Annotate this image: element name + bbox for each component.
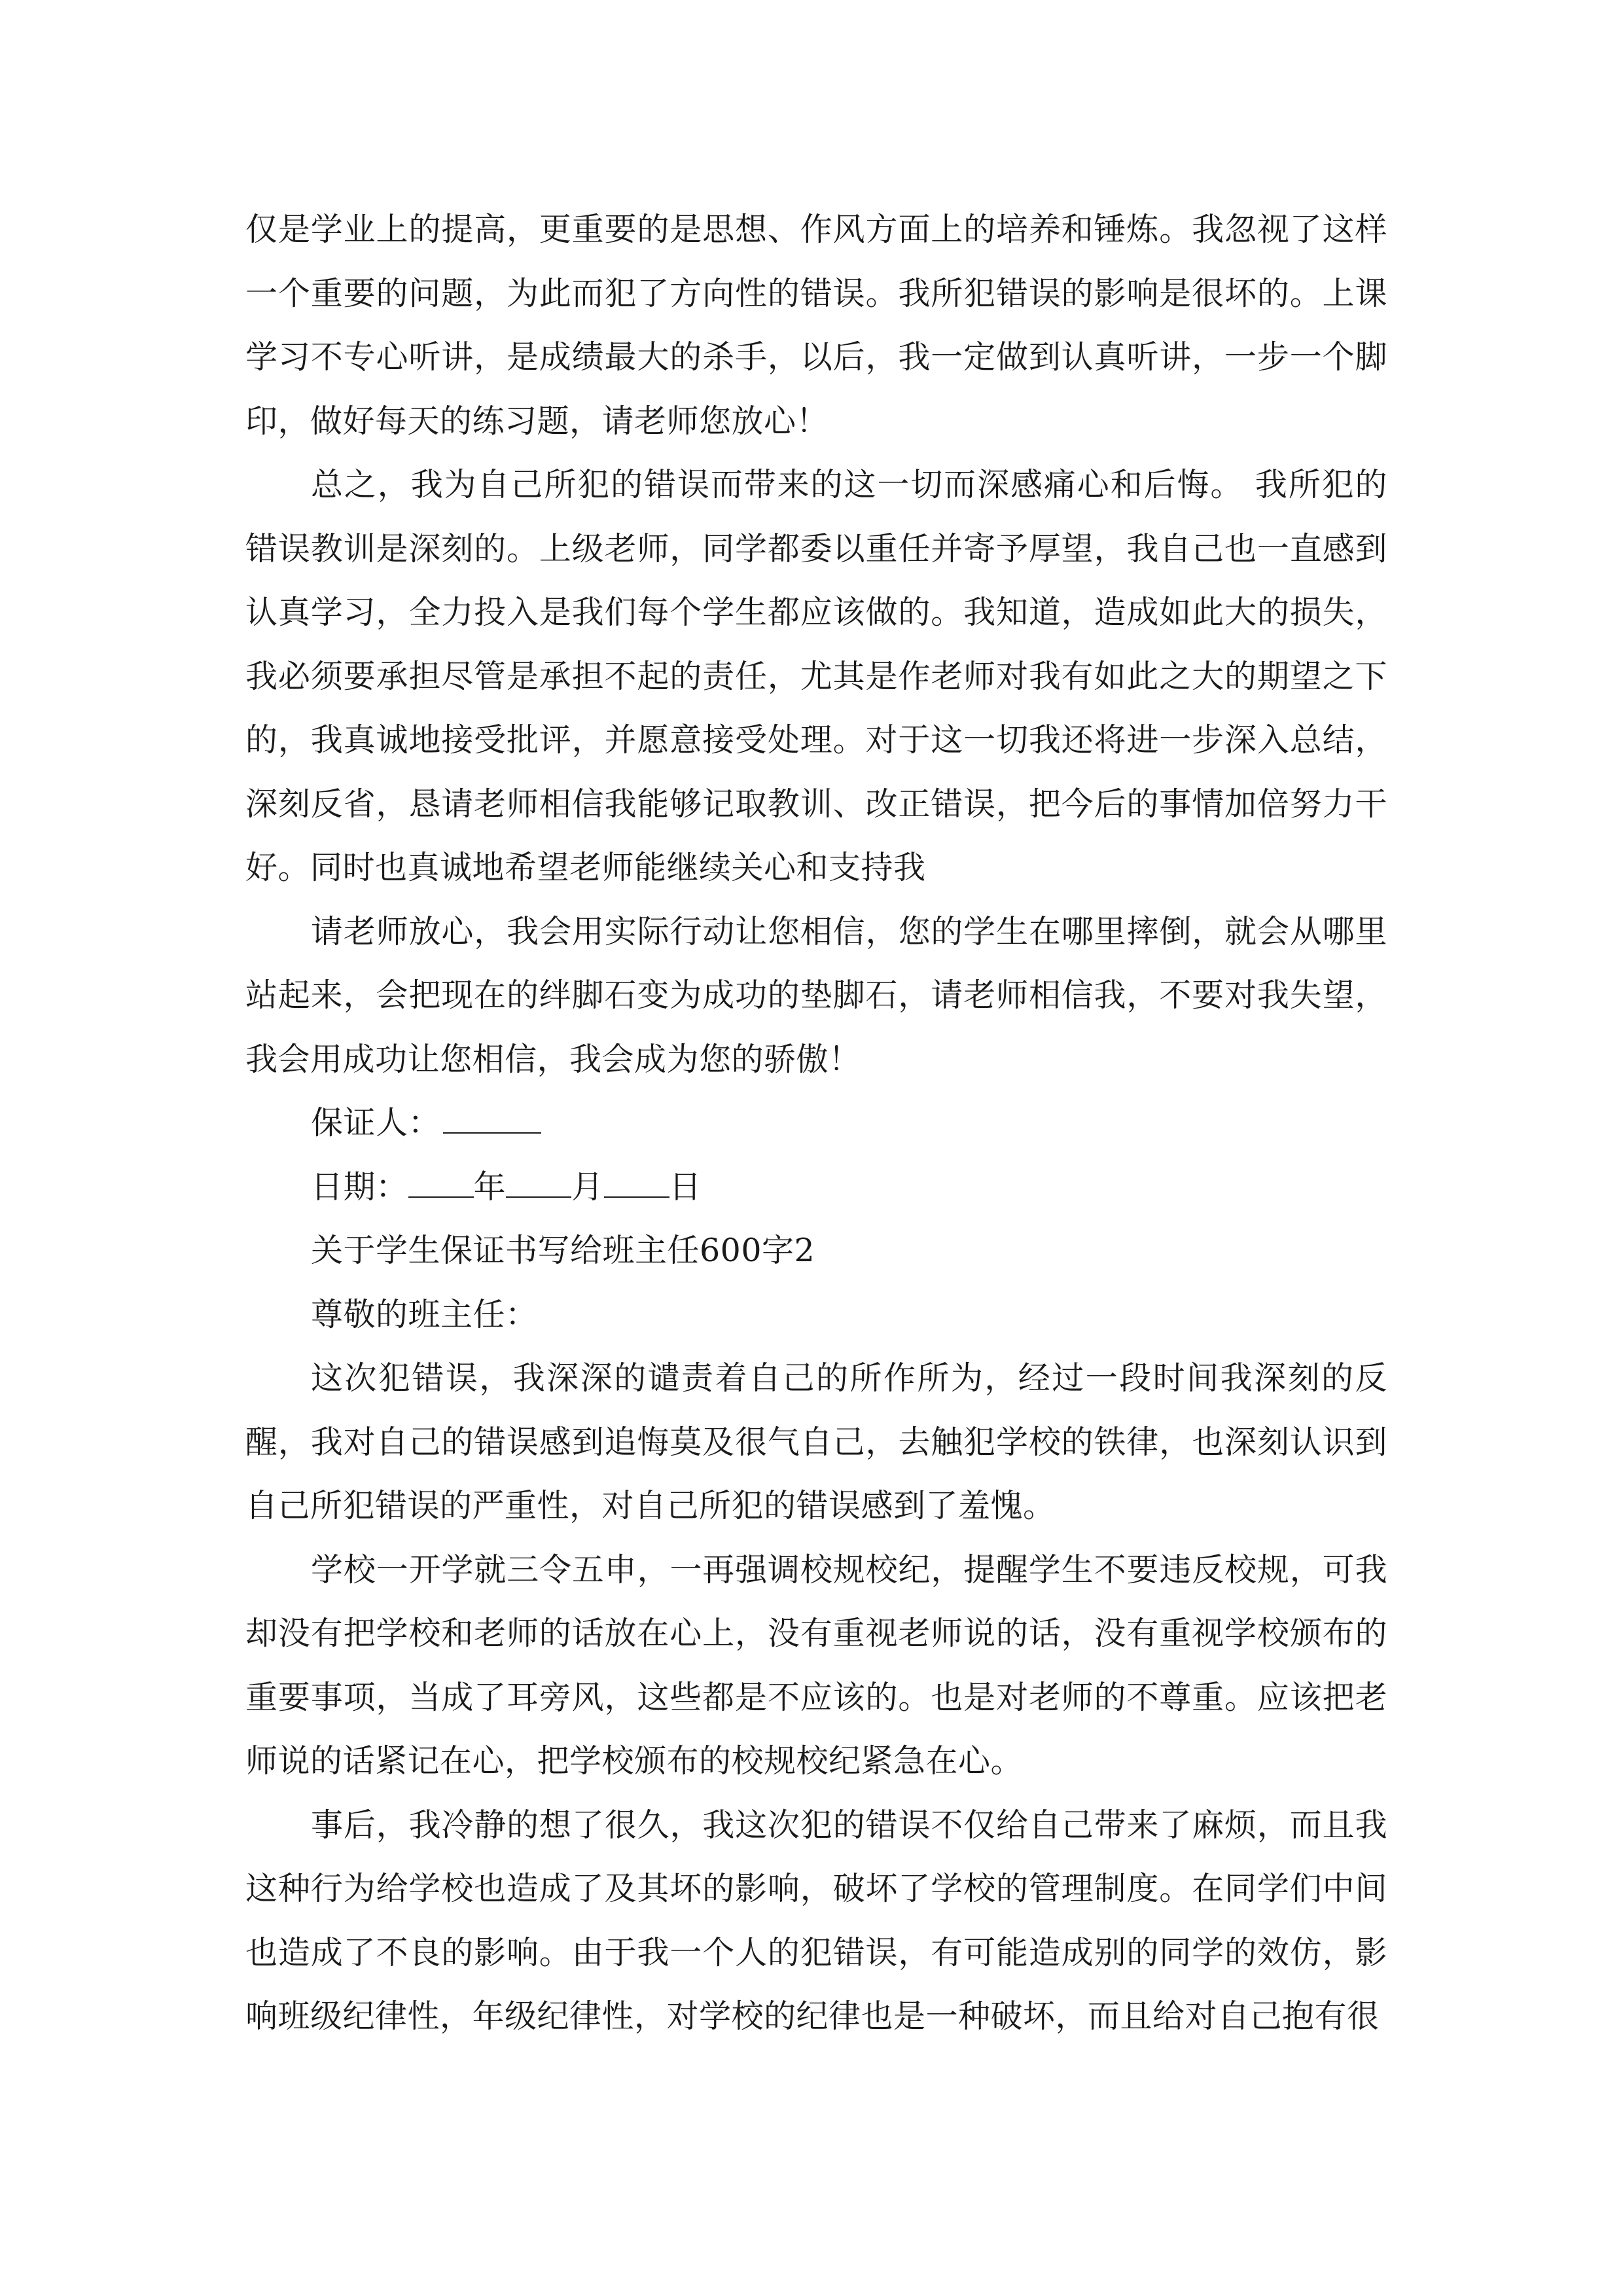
- date-label: 日期：: [311, 1168, 408, 1206]
- section-title: 关于学生保证书写给班主任600字2: [311, 1232, 815, 1269]
- paragraph-summary: 总之，我为自己所犯的错误而带来的这一切而深感痛心和后悔。 我所犯的错误教训是深刻的。上级老师，同学都委以重任并寄予厚望，我自己也一直感到认真学习，全力投入是我们每个学生都应该做的。我知道，造成如此大的损失，我必须要承担尽管是承担不起的责任，尤其是作老师对我有如此之大的期望之下的，我真诚地接受批评，并愿意接受处理。对于这一切我还将进一步深入总结，深刻反省，恳请老师相信我能够记取教训、改正错误，把今后的事情加倍努力干好。同时也真诚地希望老师能继续关心和支持我: [245, 466, 1387, 886]
- year-blank: [408, 1162, 474, 1198]
- day-blank: [604, 1162, 669, 1198]
- date-line: [245, 1155, 1387, 1219]
- date-month-label: 月: [571, 1168, 604, 1206]
- guarantor-line: [245, 1091, 1387, 1155]
- date-year-label: 年: [473, 1168, 507, 1206]
- paragraph-consequences: 事后，我冷静的想了很久，我这次犯的错误不仅给自己带来了麻烦，而且我这种行为给学校也造成了及其坏的影响，破坏了学校的管理制度。在同学们中间也造成了不良的影响。由于我一个人的犯错误，有可能造成别的同学的效仿，影响班级纪律性，年级纪律性，对学校的纪律也是一种破坏，而且给对自己抱有很: [245, 1806, 1387, 2035]
- guarantor-blank: [443, 1098, 541, 1134]
- month-blank: [506, 1162, 571, 1198]
- paragraph-continuation: 仅是学业上的提高，更重要的是思想、作风方面上的培养和锤炼。我忽视了这样一个重要的问题，为此而犯了方向性的错误。我所犯错误的影响是很坏的。上课学习不专心听讲，是成绩最大的杀手，以后，我一定做到认真听讲，一步一个脚印，做好每天的练习题，请老师您放心！: [245, 211, 1387, 440]
- paragraph-promise: 请老师放心，我会用实际行动让您相信，您的学生在哪里摔倒，就会从哪里站起来，会把现在的绊脚石变为成功的垫脚石，请老师相信我，不要对我失望，我会用成功让您相信，我会成为您的骄傲！: [245, 912, 1387, 1078]
- paragraph-reflection: 这次犯错误，我深深的谴责着自己的所作所为，经过一段时间我深刻的反醒，我对自己的错误感到追悔莫及很气自己，去触犯学校的铁律，也深刻认识到自己所犯错误的严重性，对自己所犯的错误感到了羞愧。: [245, 1359, 1387, 1524]
- paragraph-school-rules: 学校一开学就三令五申，一再强调校规校纪，提醒学生不要违反校规，可我却没有把学校和老师的话放在心上，没有重视老师说的话，没有重视学校颁布的重要事项，当成了耳旁风，这些都是不应该的。也是对老师的不尊重。应该把老师说的话紧记在心，把学校颁布的校规校纪紧急在心。: [245, 1551, 1387, 1780]
- salutation: 尊敬的班主任：: [311, 1295, 538, 1333]
- guarantor-label: 保证人：: [311, 1104, 441, 1141]
- document-body: [245, 198, 1387, 2049]
- date-day-label: 日: [669, 1168, 702, 1206]
